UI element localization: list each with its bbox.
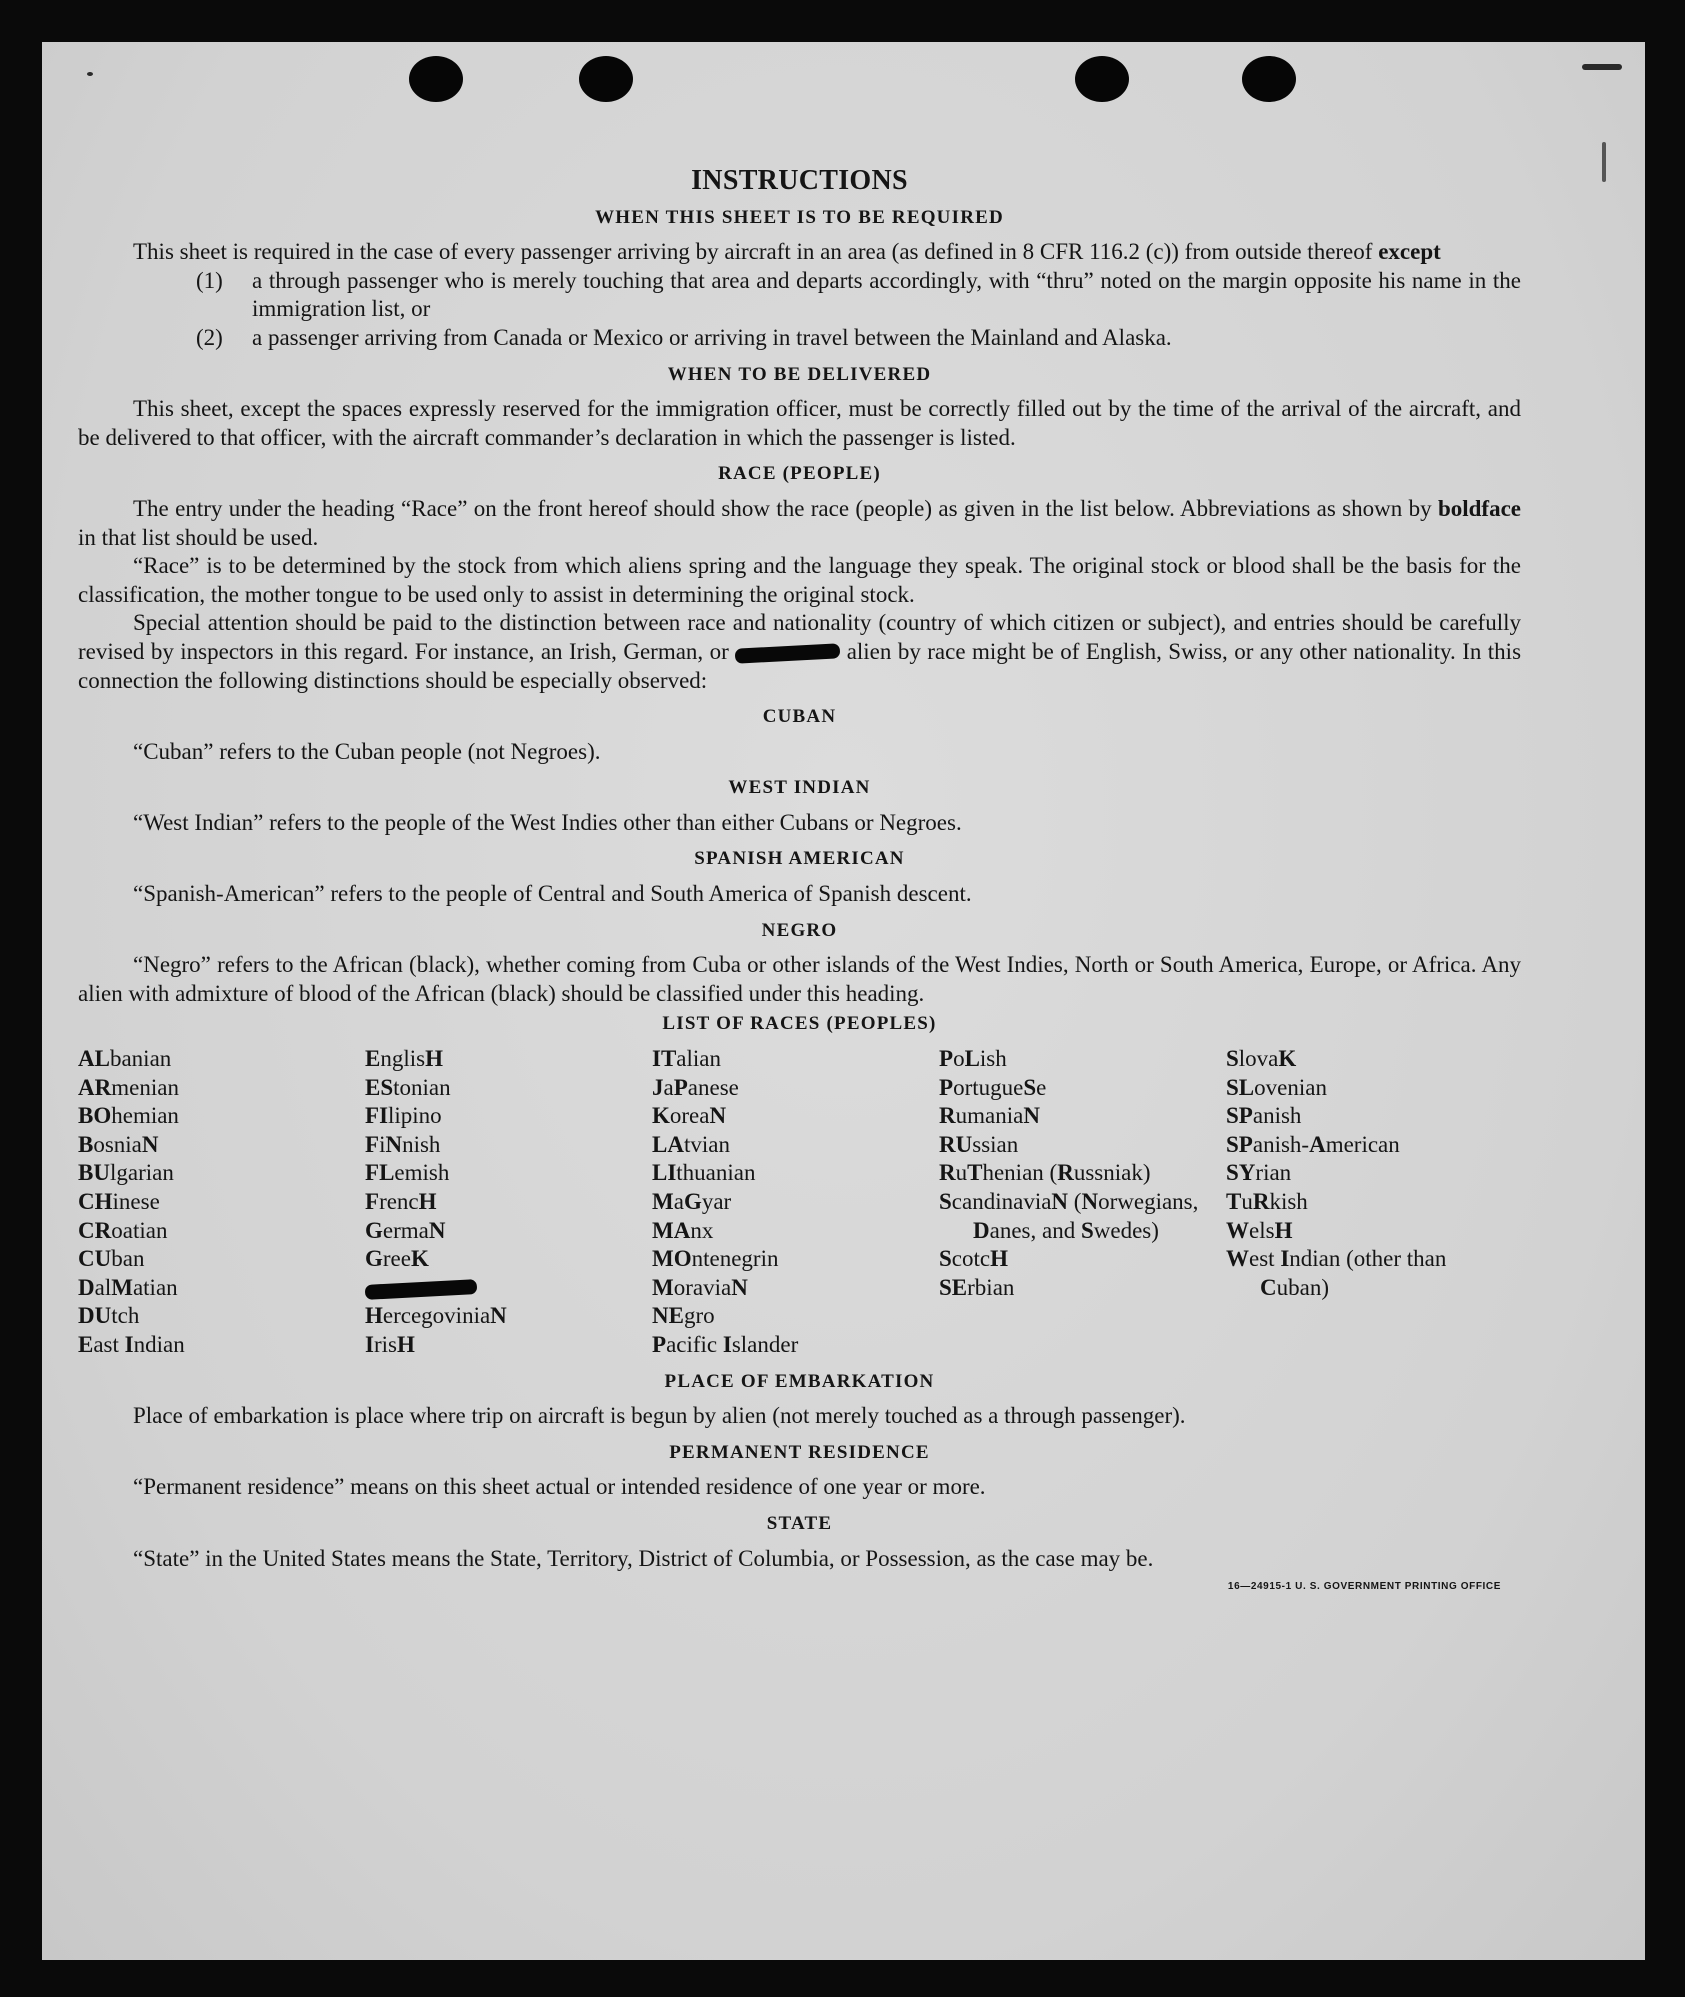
- race-entry: BUlgarian: [78, 1160, 174, 1186]
- race-entry: PortugueSe: [939, 1074, 1047, 1100]
- race-entry: DUtch: [78, 1303, 140, 1329]
- section-heading: PLACE OF EMBARKATION: [664, 1370, 935, 1392]
- race-entry: ScandinaviaN (Norwegians, Danes, and Swedes): [939, 1189, 1199, 1243]
- race-entry: RuThenian (Russniak): [939, 1160, 1151, 1186]
- race-entry: ARmenian: [78, 1074, 179, 1100]
- race-entry: West Indian (other than Cuban): [1226, 1246, 1447, 1300]
- printing-office-imprint: 16—24915-1 U. S. GOVERNMENT PRINTING OFFICE: [1227, 1581, 1501, 1593]
- race-entry: LIthuanian: [652, 1160, 756, 1186]
- punch-hole: [579, 56, 633, 102]
- race-entry: CUban: [78, 1246, 145, 1272]
- paragraph: “Cuban” refers to the Cuban people (not Negroes).: [133, 738, 601, 764]
- race-entry: FiNnish: [365, 1131, 441, 1157]
- race-list: [78, 1045, 1521, 1360]
- race-entry: KoreaN: [652, 1103, 727, 1129]
- race-entry: MoraviaN: [652, 1274, 748, 1300]
- paragraph: The entry under the heading “Race” on the front hereof should show the race (people) as given in the list below. Abbreviations as shown by boldface in that list should be used.: [78, 495, 1522, 550]
- section-heading: STATE: [766, 1512, 833, 1534]
- race-entry: GermaN: [365, 1217, 446, 1243]
- race-entry: GreeK: [365, 1246, 429, 1272]
- race-entry: SPanish: [1226, 1103, 1302, 1129]
- list-item: (1) a through passenger who is merely touching that area and departs accordingly, with “thru” noted on the margin opposite his name in the immigration list, or: [196, 267, 1521, 322]
- race-column: [1226, 1045, 1513, 1360]
- race-entry: FrencH: [365, 1189, 437, 1214]
- instructions-body: [78, 167, 1521, 1602]
- race-entry: IrisH: [365, 1331, 415, 1357]
- paragraph: “Permanent residence” means on this sheet actual or intended residence of one year or more.: [133, 1474, 986, 1500]
- paragraph: This sheet, except the spaces expressly reserved for the immigration officer, must be correctly filled out by the time of the arrival of the aircraft, and be delivered to that officer, with the aircraft commander’s declaration in which the passenger is listed.: [78, 396, 1521, 450]
- race-entry: CRoatian: [78, 1217, 168, 1243]
- punch-hole: [409, 56, 463, 102]
- section-heading: SPANISH AMERICAN: [694, 848, 905, 870]
- paragraph: Place of embarkation is place where trip on aircraft is begun by alien (not merely touched as a through passenger).: [133, 1403, 1186, 1429]
- race-entry: SYrian: [1226, 1160, 1292, 1186]
- section-heading: LIST OF RACES (PEOPLES): [662, 1013, 937, 1035]
- race-entry: TuRkish: [1226, 1189, 1308, 1214]
- race-entry: NEgro: [652, 1303, 715, 1329]
- speck: [1582, 64, 1622, 70]
- race-entry: MaGyar: [652, 1189, 732, 1214]
- race-entry: HercegoviniaN: [365, 1303, 507, 1329]
- race-entry: MOntenegrin: [652, 1246, 779, 1272]
- race-entry: SPanish-American: [1226, 1131, 1400, 1157]
- section-heading: WHEN TO BE DELIVERED: [667, 363, 932, 385]
- race-column: [365, 1045, 652, 1360]
- paragraph: Special attention should be paid to the distinction between race and nationality (country of which citizen or subject), and entries should be carefully revised by inspectors in this regard. For instance, an Irish, German, or alien by race might be of English, Swiss, or any other nationality. In this connection the following distinctions should be especially observed:: [78, 610, 1522, 693]
- section-heading: NEGRO: [761, 919, 838, 941]
- race-entry: ALbanian: [78, 1046, 172, 1072]
- section-heading: RACE (PEOPLE): [718, 463, 881, 485]
- race-entry: [365, 1274, 652, 1303]
- race-entry: SlovaK: [1226, 1046, 1297, 1072]
- race-entry: ITalian: [652, 1046, 721, 1072]
- race-entry: RumaniaN: [939, 1103, 1040, 1129]
- race-entry: FIlipino: [365, 1103, 442, 1129]
- paragraph: This sheet is required in the case of every passenger arriving by aircraft in an area (as defined in 8 CFR 116.2 (c)) from outside thereof except: [133, 239, 1441, 265]
- speck: [87, 72, 93, 76]
- race-entry: BOhemian: [78, 1103, 179, 1129]
- race-entry: FLemish: [365, 1160, 450, 1186]
- list-item: (2) a passenger arriving from Canada or Mexico or arriving in travel between the Mainland and Alaska.: [196, 324, 1172, 350]
- paragraph: “Negro” refers to the African (black), whether coming from Cuba or other islands of the West Indies, North or South America, Europe, or Africa. Any alien with admixture of blood of the African (black) should be classified under this heading.: [78, 952, 1521, 1006]
- race-entry: DalMatian: [78, 1274, 178, 1300]
- speck: [1602, 142, 1606, 182]
- race-entry: SLovenian: [1226, 1074, 1327, 1100]
- race-entry: ScotcH: [939, 1246, 1008, 1272]
- race-entry: WelsH: [1226, 1217, 1293, 1243]
- redaction-mark: [735, 643, 841, 663]
- race-entry: CHinese: [78, 1189, 160, 1214]
- section-heading: PERMANENT RESIDENCE: [669, 1441, 930, 1463]
- redaction-mark: [365, 1279, 478, 1300]
- race-entry: MAnx: [652, 1217, 714, 1243]
- race-column: [939, 1045, 1226, 1360]
- race-entry: Pacific Islander: [652, 1331, 799, 1357]
- race-entry: RUssian: [939, 1131, 1019, 1157]
- race-entry: SErbian: [939, 1274, 1015, 1300]
- race-entry: PoLish: [939, 1046, 1007, 1072]
- race-entry: East Indian: [78, 1331, 185, 1357]
- footer: [78, 1573, 1521, 1602]
- punch-hole: [1075, 56, 1129, 102]
- section-heading: CUBAN: [762, 706, 837, 728]
- section-heading: WEST INDIAN: [728, 777, 871, 799]
- race-entry: LAtvian: [652, 1131, 730, 1157]
- race-entry: EnglisH: [365, 1046, 443, 1072]
- paragraph: “Race” is to be determined by the stock from which aliens spring and the language they speak. The original stock or blood shall be the basis for the classification, the mother tongue to be used only to assist in determining the original stock.: [78, 553, 1521, 607]
- punch-hole: [1242, 56, 1296, 102]
- paragraph: “West Indian” refers to the people of the West Indies other than either Cubans or Negroes.: [133, 809, 962, 835]
- paragraph: “State” in the United States means the State, Territory, District of Columbia, or Possession, as the case may be.: [133, 1545, 1154, 1571]
- page-title: INSTRUCTIONS: [691, 165, 908, 196]
- race-column: [78, 1045, 365, 1360]
- section-heading: WHEN THIS SHEET IS TO BE REQUIRED: [595, 206, 1004, 228]
- race-column: [652, 1045, 939, 1360]
- race-entry: JaPanese: [652, 1074, 739, 1100]
- document-page: [42, 42, 1645, 1960]
- race-entry: BosniaN: [78, 1131, 159, 1157]
- paragraph: “Spanish-American” refers to the people of Central and South America of Spanish descent.: [133, 881, 972, 907]
- race-entry: EStonian: [365, 1074, 451, 1100]
